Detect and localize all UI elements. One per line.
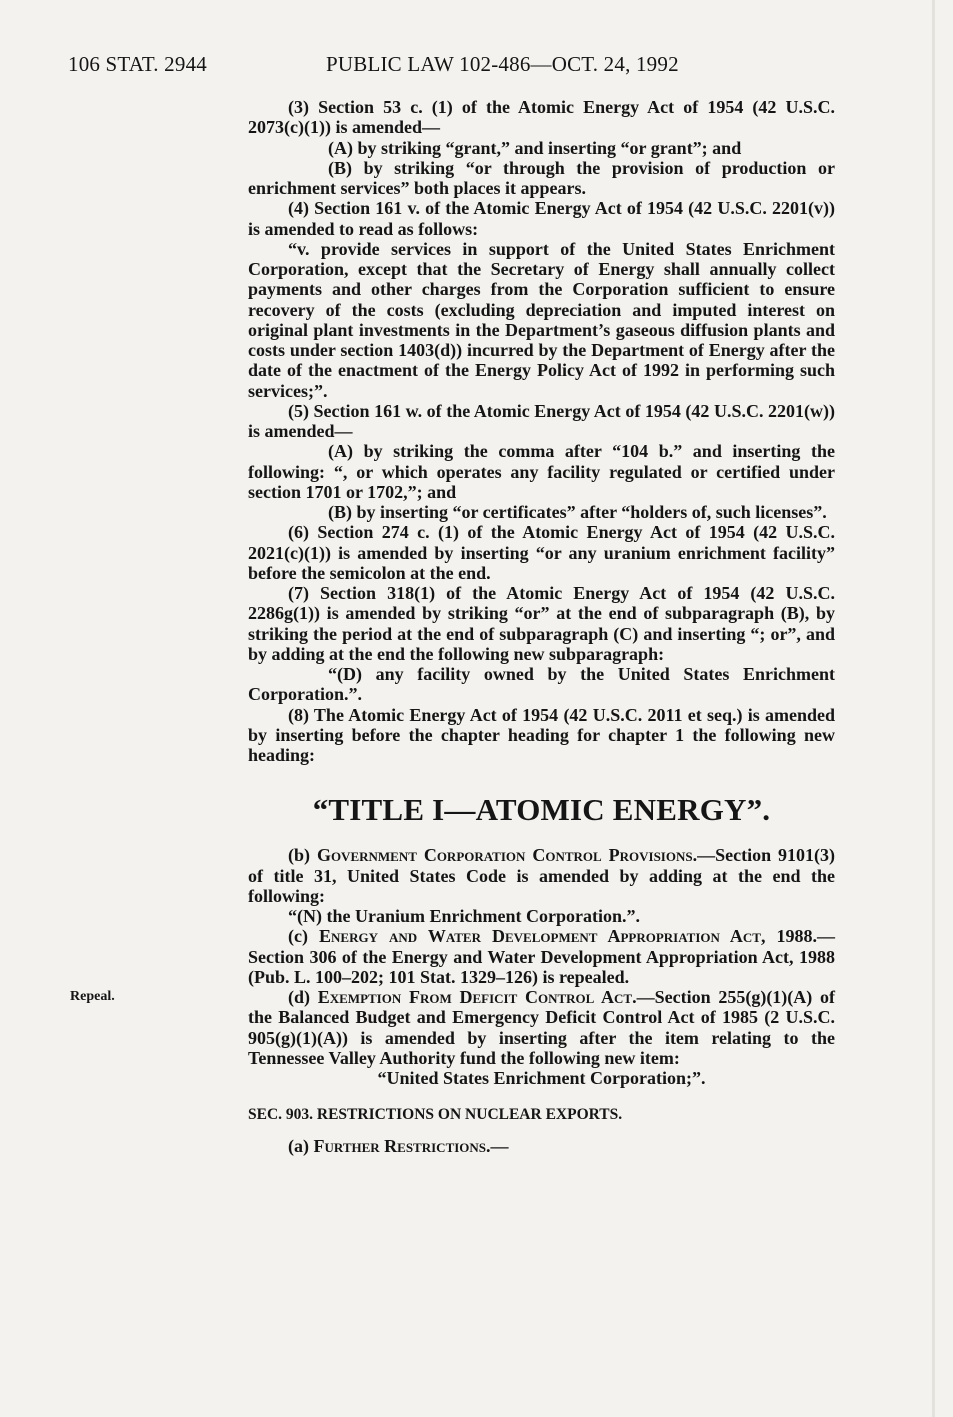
- paragraph-5: (5) Section 161 w. of the Atomic Energy Act of 1954 (42 U.S.C. 2201(w)) is amended—: [248, 400, 835, 441]
- page-edge-shadow: [932, 0, 935, 1417]
- subsection-c-heading: Energy and Water Development Appropriation Act, 1988.: [319, 926, 817, 947]
- subsection-c: [248, 926, 835, 987]
- section-903-a-heading: Further Restrictions.: [313, 1136, 491, 1157]
- paragraph-5-a: (A) by striking the comma after “104 b.” and inserting the following: “, or which operates any facility regulated or certified under section 1701 or 1702,”; and: [248, 441, 835, 502]
- subsection-d-quote: “United States Enrichment Corporation;”.: [377, 1068, 706, 1088]
- paragraph-6: (6) Section 274 c. (1) of the Atomic Energy Act of 1954 (42 U.S.C. 2021(c)(1)) is amended by inserting “or any uranium enrichment facility” before the semicolon at the end.: [248, 522, 835, 583]
- paragraph-4: (4) Section 161 v. of the Atomic Energy Act of 1954 (42 U.S.C. 2201(v)) is amended to read as follows:: [248, 198, 835, 239]
- subsection-b-label: (b): [288, 845, 310, 866]
- body-text: [248, 97, 835, 1157]
- subsection-d-label: (d): [288, 987, 310, 1007]
- subsection-b-quote: “(N) the Uranium Enrichment Corporation.”.: [288, 906, 640, 926]
- subsection-d-heading: Exemption From Deficit Control Act.: [317, 987, 637, 1007]
- paragraph-8: (8) The Atomic Energy Act of 1954 (42 U.S.C. 2011 et seq.) is amended by inserting before the chapter heading for chapter 1 the following new heading:: [248, 704, 835, 765]
- paragraph-4-quote: “v. provide services in support of the United States Enrichment Corporation, except that the Secretary of Energy shall annually collect payments and other charges from the Corporation sufficient to ensure recovery of the costs (excluding depreciation and imputed interest on original plant investments in the Department’s gaseous diffusion plants and costs under section 1403(d)) incurred by the Department of Energy after the date of the enactment of the Energy Policy Act of 1992 in performing such services;”.: [248, 238, 835, 401]
- section-903-heading: SEC. 903. RESTRICTIONS ON NUCLEAR EXPORTS.: [248, 1106, 623, 1124]
- header-law-title: PUBLIC LAW 102-486—OCT. 24, 1992: [326, 52, 679, 76]
- paragraph-3: (3) Section 53 c. (1) of the Atomic Energy Act of 1954 (42 U.S.C. 2073(c)(1)) is amended—: [248, 97, 835, 138]
- section-903-a-label: (a): [288, 1136, 309, 1157]
- paragraph-7: (7) Section 318(1) of the Atomic Energy Act of 1954 (42 U.S.C. 2286g(1)) is amended by striking “or” at the end of subparagraph (B), by striking the period at the end of subparagraph (C) and inserting “; or”, and by adding at the end the following new subparagraph:: [248, 583, 835, 664]
- subsection-b-text: —Section 9101(3) of title 31, United States Code is amended by adding at the end the following:: [248, 845, 836, 906]
- subsection-c-text: —Section 306 of the Energy and Water Development Appropriation Act, 1988 (Pub. L. 100–202; 101 Stat. 1329–126) is repealed.: [248, 926, 835, 987]
- inserted-title-heading: “TITLE I—ATOMIC ENERGY”.: [312, 792, 771, 828]
- section-903-a-dash: —: [490, 1136, 509, 1157]
- paragraph-7-quote: “(D) any facility owned by the United States Enrichment Corporation.”.: [248, 664, 835, 705]
- subsection-c-label: (c): [288, 926, 308, 947]
- header-page-reference: 106 STAT. 2944: [68, 52, 207, 76]
- paragraph-3-a: (A) by striking “grant,” and inserting “or grant”; and: [328, 137, 742, 158]
- subsection-b-heading: Government Corporation Control Provisions.: [316, 845, 698, 866]
- subsection-d-text: —Section 255(g)(1)(A) of the Balanced Budget and Emergency Deficit Control Act of 1985 (2 U.S.C. 905(g)(1)(A)) is amended by inserting after the item relating to the Tennessee Valley Authority fund the following new item:: [248, 987, 836, 1068]
- subsection-b: [248, 845, 835, 906]
- paragraph-3-b: (B) by striking “or through the provision of production or enrichment services” both places it appears.: [248, 157, 835, 198]
- section-903-subsection-a: [248, 1136, 835, 1156]
- paragraph-5-b: (B) by inserting “or certificates” after “holders of, such licenses”.: [328, 502, 827, 522]
- margin-note-repeal: Repeal.: [70, 989, 115, 1004]
- subsection-d: [248, 987, 835, 1068]
